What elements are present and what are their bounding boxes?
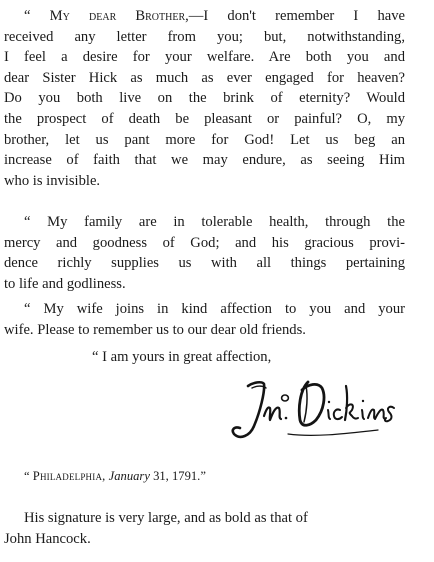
letter-line: brother, let us pant more for God! Let us beg an	[4, 131, 405, 148]
letter-line: “ My family are in tolerable health, through the	[24, 214, 405, 230]
letter-line	[4, 6, 405, 27]
letter-line: the prospect of death be pleasant or painful? O, my	[4, 110, 405, 127]
letter-paragraph-2	[4, 212, 405, 294]
letter-line: received any letter from you; but, notwithstanding,	[4, 28, 405, 45]
dateline-month: January	[108, 469, 150, 483]
letter-line: dear Sister Hick as much as ever engaged for heaven?	[4, 69, 405, 86]
letter-line: dence richly supplies us with all things pertaining	[4, 255, 405, 272]
letter-line: to life and godliness.	[4, 275, 126, 292]
note-line: John Hancock.	[4, 530, 91, 547]
letter-line: increase of faith that we may endure, as seeing Him	[4, 152, 405, 169]
editorial-note	[4, 508, 405, 549]
letter-closing: “ I am yours in great affection,	[92, 349, 272, 365]
letter-paragraph-3	[4, 299, 405, 340]
letter-line: mercy and goodness of God; and his gracious provi-	[4, 234, 405, 251]
letter-line: Do you both live on the brink of eternity? Would	[4, 90, 405, 107]
dateline-open-quote: “	[24, 469, 33, 483]
salutation: My dear Brother,	[49, 8, 189, 24]
letter-dateline	[24, 467, 206, 485]
letter-line-text: —I don't remember I have	[188, 8, 405, 24]
letter-line: “ My wife joins in kind affection to you and your	[24, 301, 405, 317]
letter-line: who is invisible.	[4, 172, 101, 189]
letter-paragraph-1	[4, 6, 405, 191]
open-quote: “	[24, 8, 31, 24]
note-line: His signature is very large, and as bold as that of	[24, 510, 308, 526]
dateline-rest: 31, 1791.”	[149, 469, 206, 483]
letter-line: wife. Please to remember us to our dear old friends.	[4, 321, 306, 338]
dateline-place: Philadelphia,	[32, 469, 106, 483]
letter-line: I feel a desire for your welfare. Are both you and	[4, 49, 405, 66]
handwritten-signature	[228, 372, 398, 444]
